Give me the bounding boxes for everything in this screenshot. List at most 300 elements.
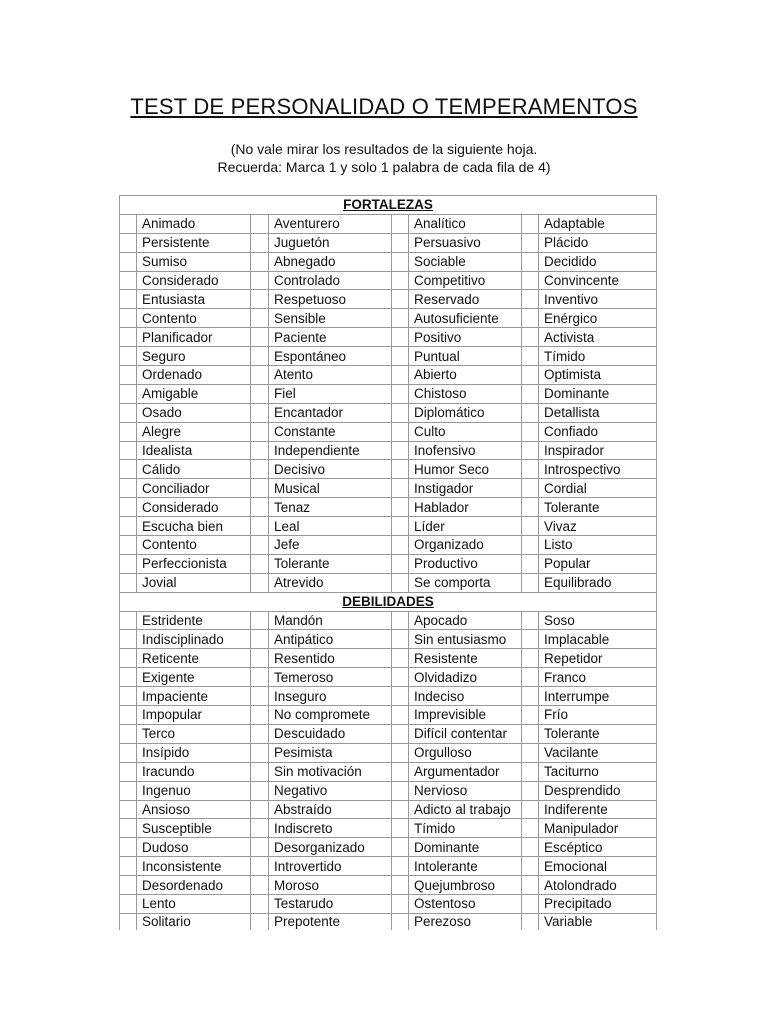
word-cell: Interrumpe xyxy=(539,687,657,706)
word-cell: Soso xyxy=(539,611,657,630)
mark-checkbox[interactable] xyxy=(522,838,539,857)
mark-checkbox[interactable] xyxy=(120,687,137,706)
mark-checkbox[interactable] xyxy=(251,498,269,517)
mark-checkbox[interactable] xyxy=(251,800,269,819)
word-cell: Vacilante xyxy=(539,743,657,762)
word-cell: Terco xyxy=(137,724,251,743)
mark-checkbox[interactable] xyxy=(120,403,137,422)
mark-checkbox[interactable] xyxy=(120,422,137,441)
mark-checkbox[interactable] xyxy=(120,857,137,876)
mark-checkbox[interactable] xyxy=(522,271,539,290)
mark-checkbox[interactable] xyxy=(251,724,269,743)
table-row xyxy=(120,422,657,441)
mark-checkbox[interactable] xyxy=(120,536,137,555)
mark-checkbox[interactable] xyxy=(522,649,539,668)
word-cell: Inventivo xyxy=(539,290,657,309)
word-cell: Encantador xyxy=(269,403,392,422)
word-cell: Humor Seco xyxy=(409,460,522,479)
mark-checkbox[interactable] xyxy=(251,384,269,403)
mark-checkbox[interactable] xyxy=(120,479,137,498)
word-cell: Iracundo xyxy=(137,762,251,781)
mark-checkbox[interactable] xyxy=(251,781,269,800)
mark-checkbox[interactable] xyxy=(251,668,269,687)
word-cell: Paciente xyxy=(269,328,392,347)
word-cell: Persistente xyxy=(137,233,251,252)
word-cell: Olvidadizo xyxy=(409,668,522,687)
mark-checkbox[interactable] xyxy=(392,479,409,498)
word-cell: Confiado xyxy=(539,422,657,441)
mark-checkbox[interactable] xyxy=(120,743,137,762)
mark-checkbox[interactable] xyxy=(522,800,539,819)
mark-checkbox[interactable] xyxy=(120,460,137,479)
mark-checkbox[interactable] xyxy=(251,819,269,838)
instructions-line-1: (No vale mirar los resultados de la siguiente hoja. xyxy=(230,141,538,157)
mark-checkbox[interactable] xyxy=(392,403,409,422)
word-cell: Perezoso xyxy=(409,913,522,930)
mark-checkbox[interactable] xyxy=(522,894,539,913)
table-row xyxy=(120,743,657,762)
mark-checkbox[interactable] xyxy=(392,668,409,687)
word-cell: Planificador xyxy=(137,328,251,347)
mark-checkbox[interactable] xyxy=(120,876,137,895)
word-cell: Hablador xyxy=(409,498,522,517)
word-cell: Argumentador xyxy=(409,762,522,781)
word-cell: Reticente xyxy=(137,649,251,668)
mark-checkbox[interactable] xyxy=(120,309,137,328)
mark-checkbox[interactable] xyxy=(522,517,539,536)
word-cell: Independiente xyxy=(269,441,392,460)
word-cell: Atolondrado xyxy=(539,876,657,895)
mark-checkbox[interactable] xyxy=(522,706,539,725)
mark-checkbox[interactable] xyxy=(392,611,409,630)
word-cell: Ordenado xyxy=(137,366,251,385)
mark-checkbox[interactable] xyxy=(392,630,409,649)
mark-checkbox[interactable] xyxy=(522,743,539,762)
mark-checkbox[interactable] xyxy=(251,214,269,233)
mark-checkbox[interactable] xyxy=(522,781,539,800)
word-cell: Dominante xyxy=(409,838,522,857)
mark-checkbox[interactable] xyxy=(522,328,539,347)
mark-checkbox[interactable] xyxy=(522,347,539,366)
word-cell: Musical xyxy=(269,479,392,498)
table-row xyxy=(120,894,657,913)
word-cell: Difícil contentar xyxy=(409,724,522,743)
mark-checkbox[interactable] xyxy=(120,649,137,668)
mark-checkbox[interactable] xyxy=(251,573,269,592)
word-cell: Positivo xyxy=(409,328,522,347)
mark-checkbox[interactable] xyxy=(392,743,409,762)
instructions-line-2: Recuerda: Marca 1 y solo 1 palabra de cada fila de 4) xyxy=(217,159,551,175)
mark-checkbox[interactable] xyxy=(251,347,269,366)
word-cell: Espontáneo xyxy=(269,347,392,366)
word-cell: Variable xyxy=(539,913,657,930)
mark-checkbox[interactable] xyxy=(392,290,409,309)
word-cell: Adicto al trabajo xyxy=(409,800,522,819)
word-cell: Abnegado xyxy=(269,252,392,271)
word-cell: Cálido xyxy=(137,460,251,479)
word-cell: Temeroso xyxy=(269,668,392,687)
mark-checkbox[interactable] xyxy=(120,554,137,573)
word-cell: Líder xyxy=(409,517,522,536)
table-row xyxy=(120,517,657,536)
mark-checkbox[interactable] xyxy=(120,611,137,630)
mark-checkbox[interactable] xyxy=(120,290,137,309)
table-row xyxy=(120,573,657,592)
mark-checkbox[interactable] xyxy=(392,233,409,252)
word-cell: Exigente xyxy=(137,668,251,687)
table-row xyxy=(120,838,657,857)
word-cell: Impopular xyxy=(137,706,251,725)
mark-checkbox[interactable] xyxy=(251,838,269,857)
mark-checkbox[interactable] xyxy=(251,479,269,498)
mark-checkbox[interactable] xyxy=(522,290,539,309)
mark-checkbox[interactable] xyxy=(251,460,269,479)
word-cell: Persuasivo xyxy=(409,233,522,252)
mark-checkbox[interactable] xyxy=(251,309,269,328)
word-cell: Implacable xyxy=(539,630,657,649)
mark-checkbox[interactable] xyxy=(522,573,539,592)
word-cell: Taciturno xyxy=(539,762,657,781)
mark-checkbox[interactable] xyxy=(392,441,409,460)
word-cell: Decidido xyxy=(539,252,657,271)
word-cell: Culto xyxy=(409,422,522,441)
mark-checkbox[interactable] xyxy=(522,724,539,743)
word-cell: Reservado xyxy=(409,290,522,309)
word-cell: Se comporta xyxy=(409,573,522,592)
table-row xyxy=(120,233,657,252)
word-cell: Listo xyxy=(539,536,657,555)
temperament-test-table xyxy=(119,195,657,930)
word-cell: Indiscreto xyxy=(269,819,392,838)
mark-checkbox[interactable] xyxy=(522,460,539,479)
table-row xyxy=(120,876,657,895)
word-cell: Tímido xyxy=(539,347,657,366)
word-cell: Emocional xyxy=(539,857,657,876)
mark-checkbox[interactable] xyxy=(251,290,269,309)
mark-checkbox[interactable] xyxy=(522,876,539,895)
mark-checkbox[interactable] xyxy=(251,894,269,913)
mark-checkbox[interactable] xyxy=(120,347,137,366)
mark-checkbox[interactable] xyxy=(392,347,409,366)
mark-checkbox[interactable] xyxy=(120,441,137,460)
word-cell: Inspirador xyxy=(539,441,657,460)
word-cell: Abstraído xyxy=(269,800,392,819)
mark-checkbox[interactable] xyxy=(120,271,137,290)
word-cell: Organizado xyxy=(409,536,522,555)
table-row xyxy=(120,347,657,366)
word-cell: Perfeccionista xyxy=(137,554,251,573)
mark-checkbox[interactable] xyxy=(251,233,269,252)
word-cell: Insípido xyxy=(137,743,251,762)
table-row xyxy=(120,649,657,668)
word-cell: Nervioso xyxy=(409,781,522,800)
mark-checkbox[interactable] xyxy=(251,536,269,555)
mark-checkbox[interactable] xyxy=(522,762,539,781)
word-cell: Franco xyxy=(539,668,657,687)
word-cell: Entusiasta xyxy=(137,290,251,309)
word-cell: Sumiso xyxy=(137,252,251,271)
table-row xyxy=(120,913,657,930)
word-cell: Puntual xyxy=(409,347,522,366)
mark-checkbox[interactable] xyxy=(392,384,409,403)
mark-checkbox[interactable] xyxy=(522,857,539,876)
mark-checkbox[interactable] xyxy=(522,536,539,555)
table-row xyxy=(120,611,657,630)
mark-checkbox[interactable] xyxy=(522,384,539,403)
table-row xyxy=(120,554,657,573)
word-cell: Descuidado xyxy=(269,724,392,743)
word-cell: Introvertido xyxy=(269,857,392,876)
word-cell: Impaciente xyxy=(137,687,251,706)
word-cell: Inconsistente xyxy=(137,857,251,876)
mark-checkbox[interactable] xyxy=(522,366,539,385)
mark-checkbox[interactable] xyxy=(120,498,137,517)
mark-checkbox[interactable] xyxy=(392,687,409,706)
word-cell: Lento xyxy=(137,894,251,913)
mark-checkbox[interactable] xyxy=(392,800,409,819)
section-heading: FORTALEZAS xyxy=(120,196,657,215)
word-cell: Apocado xyxy=(409,611,522,630)
word-cell: Convincente xyxy=(539,271,657,290)
mark-checkbox[interactable] xyxy=(392,252,409,271)
word-cell: Tolerante xyxy=(539,498,657,517)
mark-checkbox[interactable] xyxy=(392,328,409,347)
table-row xyxy=(120,819,657,838)
mark-checkbox[interactable] xyxy=(522,479,539,498)
word-cell: Enérgico xyxy=(539,309,657,328)
mark-checkbox[interactable] xyxy=(120,913,137,930)
mark-checkbox[interactable] xyxy=(392,422,409,441)
table-row xyxy=(120,724,657,743)
mark-checkbox[interactable] xyxy=(392,838,409,857)
word-cell: Imprevisible xyxy=(409,706,522,725)
mark-checkbox[interactable] xyxy=(392,762,409,781)
mark-checkbox[interactable] xyxy=(392,876,409,895)
word-cell: Sin entusiasmo xyxy=(409,630,522,649)
mark-checkbox[interactable] xyxy=(251,271,269,290)
mark-checkbox[interactable] xyxy=(522,441,539,460)
word-cell: Pesimista xyxy=(269,743,392,762)
mark-checkbox[interactable] xyxy=(392,894,409,913)
table-row xyxy=(120,441,657,460)
mark-checkbox[interactable] xyxy=(120,328,137,347)
mark-checkbox[interactable] xyxy=(120,517,137,536)
word-cell: Seguro xyxy=(137,347,251,366)
mark-checkbox[interactable] xyxy=(392,573,409,592)
mark-checkbox[interactable] xyxy=(522,498,539,517)
mark-checkbox[interactable] xyxy=(120,573,137,592)
word-cell: Inofensivo xyxy=(409,441,522,460)
mark-checkbox[interactable] xyxy=(251,857,269,876)
word-cell: Detallista xyxy=(539,403,657,422)
section-heading: DEBILIDADES xyxy=(120,592,657,611)
word-cell: Mandón xyxy=(269,611,392,630)
word-cell: Amigable xyxy=(137,384,251,403)
mark-checkbox[interactable] xyxy=(120,366,137,385)
mark-checkbox[interactable] xyxy=(392,214,409,233)
mark-checkbox[interactable] xyxy=(251,554,269,573)
mark-checkbox[interactable] xyxy=(392,649,409,668)
mark-checkbox[interactable] xyxy=(120,762,137,781)
mark-checkbox[interactable] xyxy=(251,517,269,536)
page-title: TEST DE PERSONALIDAD O TEMPERAMENTOS xyxy=(130,94,638,119)
word-cell: Ingenuo xyxy=(137,781,251,800)
word-cell: Instigador xyxy=(409,479,522,498)
word-cell: Contento xyxy=(137,536,251,555)
word-cell: Contento xyxy=(137,309,251,328)
word-cell: Prepotente xyxy=(269,913,392,930)
mark-checkbox[interactable] xyxy=(120,800,137,819)
mark-checkbox[interactable] xyxy=(392,706,409,725)
mark-checkbox[interactable] xyxy=(392,819,409,838)
mark-checkbox[interactable] xyxy=(120,233,137,252)
mark-checkbox[interactable] xyxy=(251,630,269,649)
mark-checkbox[interactable] xyxy=(392,517,409,536)
word-cell: Antipático xyxy=(269,630,392,649)
word-cell: Inseguro xyxy=(269,687,392,706)
word-cell: Manipulador xyxy=(539,819,657,838)
mark-checkbox[interactable] xyxy=(392,271,409,290)
word-cell: Negativo xyxy=(269,781,392,800)
word-cell: Ostentoso xyxy=(409,894,522,913)
mark-checkbox[interactable] xyxy=(120,668,137,687)
word-cell: Jovial xyxy=(137,573,251,592)
table-row xyxy=(120,366,657,385)
table-row xyxy=(120,252,657,271)
mark-checkbox[interactable] xyxy=(120,252,137,271)
word-cell: Popular xyxy=(539,554,657,573)
word-cell: Equilibrado xyxy=(539,573,657,592)
word-cell: Idealista xyxy=(137,441,251,460)
mark-checkbox[interactable] xyxy=(120,781,137,800)
word-cell: Adaptable xyxy=(539,214,657,233)
mark-checkbox[interactable] xyxy=(251,876,269,895)
word-cell: Escucha bien xyxy=(137,517,251,536)
table-row xyxy=(120,384,657,403)
word-cell: Tolerante xyxy=(539,724,657,743)
word-cell: Considerado xyxy=(137,498,251,517)
mark-checkbox[interactable] xyxy=(251,762,269,781)
word-cell: Plácido xyxy=(539,233,657,252)
mark-checkbox[interactable] xyxy=(522,422,539,441)
mark-checkbox[interactable] xyxy=(392,498,409,517)
table-row xyxy=(120,460,657,479)
word-cell: Sensible xyxy=(269,309,392,328)
mark-checkbox[interactable] xyxy=(120,838,137,857)
mark-checkbox[interactable] xyxy=(120,706,137,725)
word-cell: Ansioso xyxy=(137,800,251,819)
mark-checkbox[interactable] xyxy=(251,403,269,422)
mark-checkbox[interactable] xyxy=(392,554,409,573)
mark-checkbox[interactable] xyxy=(251,743,269,762)
table-row xyxy=(120,498,657,517)
mark-checkbox[interactable] xyxy=(251,441,269,460)
mark-checkbox[interactable] xyxy=(522,214,539,233)
mark-checkbox[interactable] xyxy=(522,611,539,630)
word-cell: Estridente xyxy=(137,611,251,630)
table-row xyxy=(120,290,657,309)
table-body xyxy=(120,196,657,930)
mark-checkbox[interactable] xyxy=(522,233,539,252)
word-cell: Cordial xyxy=(539,479,657,498)
mark-checkbox[interactable] xyxy=(522,309,539,328)
word-cell: Desprendido xyxy=(539,781,657,800)
word-cell: Repetidor xyxy=(539,649,657,668)
word-cell: No compromete xyxy=(269,706,392,725)
mark-checkbox[interactable] xyxy=(251,649,269,668)
word-cell: Respetuoso xyxy=(269,290,392,309)
word-cell: Escéptico xyxy=(539,838,657,857)
mark-checkbox[interactable] xyxy=(522,668,539,687)
mark-checkbox[interactable] xyxy=(392,366,409,385)
mark-checkbox[interactable] xyxy=(251,611,269,630)
table-row xyxy=(120,781,657,800)
word-cell: Dudoso xyxy=(137,838,251,857)
mark-checkbox[interactable] xyxy=(120,384,137,403)
mark-checkbox[interactable] xyxy=(522,630,539,649)
mark-checkbox[interactable] xyxy=(392,724,409,743)
table-row xyxy=(120,328,657,347)
table-row xyxy=(120,706,657,725)
word-cell: Orgulloso xyxy=(409,743,522,762)
word-cell: Fiel xyxy=(269,384,392,403)
table-row xyxy=(120,762,657,781)
mark-checkbox[interactable] xyxy=(392,781,409,800)
mark-checkbox[interactable] xyxy=(251,913,269,930)
mark-checkbox[interactable] xyxy=(392,913,409,930)
table-row xyxy=(120,536,657,555)
mark-checkbox[interactable] xyxy=(392,309,409,328)
mark-checkbox[interactable] xyxy=(251,252,269,271)
table-row xyxy=(120,687,657,706)
mark-checkbox[interactable] xyxy=(522,687,539,706)
table-row xyxy=(120,479,657,498)
table-row xyxy=(120,630,657,649)
table-row xyxy=(120,271,657,290)
table-row xyxy=(120,800,657,819)
mark-checkbox[interactable] xyxy=(522,819,539,838)
word-cell: Atento xyxy=(269,366,392,385)
mark-checkbox[interactable] xyxy=(392,536,409,555)
mark-checkbox[interactable] xyxy=(392,460,409,479)
mark-checkbox[interactable] xyxy=(251,328,269,347)
mark-checkbox[interactable] xyxy=(120,894,137,913)
mark-checkbox[interactable] xyxy=(522,403,539,422)
word-cell: Jefe xyxy=(269,536,392,555)
mark-checkbox[interactable] xyxy=(251,366,269,385)
table-row xyxy=(120,857,657,876)
table-row xyxy=(120,309,657,328)
word-cell: Aventurero xyxy=(269,214,392,233)
mark-checkbox[interactable] xyxy=(120,819,137,838)
word-cell: Solitario xyxy=(137,913,251,930)
mark-checkbox[interactable] xyxy=(392,857,409,876)
mark-checkbox[interactable] xyxy=(522,252,539,271)
word-cell: Resentido xyxy=(269,649,392,668)
mark-checkbox[interactable] xyxy=(522,554,539,573)
word-cell: Desorganizado xyxy=(269,838,392,857)
mark-checkbox[interactable] xyxy=(120,724,137,743)
mark-checkbox[interactable] xyxy=(120,214,137,233)
mark-checkbox[interactable] xyxy=(120,630,137,649)
mark-checkbox[interactable] xyxy=(522,913,539,930)
mark-checkbox[interactable] xyxy=(251,706,269,725)
mark-checkbox[interactable] xyxy=(251,422,269,441)
word-cell: Autosuficiente xyxy=(409,309,522,328)
word-cell: Analítico xyxy=(409,214,522,233)
word-cell: Juguetón xyxy=(269,233,392,252)
mark-checkbox[interactable] xyxy=(251,687,269,706)
